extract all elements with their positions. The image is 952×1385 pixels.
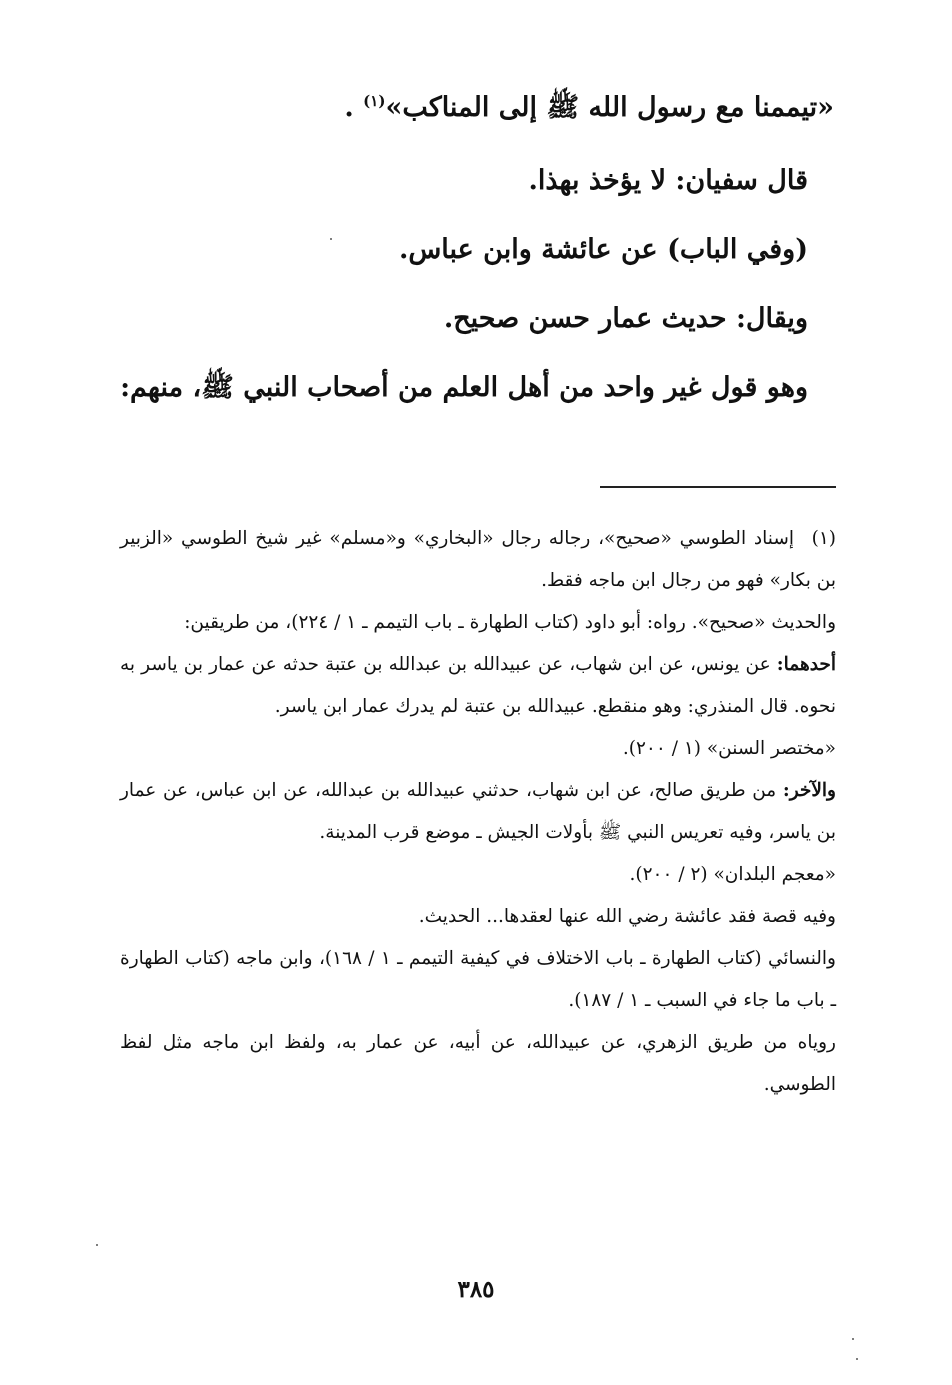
main-text-line-2: قال سفيان: لا يؤخذ بهذا. [528, 165, 808, 196]
footnote-paragraph-7: وفيه قصة فقد عائشة رضي الله عنها لعقدها... الحديث. [418, 906, 836, 927]
footnote-block [120, 518, 836, 1106]
main-text-line-1 [344, 94, 834, 121]
footnote-paragraph-1 [120, 518, 836, 602]
footnote-separator [600, 486, 836, 488]
footnote-paragraph-5-text: من طريق صالح، عن ابن شهاب، حدثني عبيدالله بن عبدالله، عن ابن عباس، عن عمار بن ياسر، وفيه تعريس النبي ﷺ بأولات الجيش ـ موضع قرب المدينة. [120, 780, 836, 843]
footnote-paragraph-5 [120, 770, 836, 854]
footnote-paragraph-9: روياه من طريق الزهري، عن عبيدالله، عن أبيه، عن عمار به، ولفظ ابن ماجه مثل لفظ الطوسي. [120, 1032, 836, 1095]
footnote-paragraph-5-lead: والآخر: [782, 780, 836, 801]
footnote-paragraph-6: «معجم البلدان» (٢ / ٢٠٠). [629, 864, 836, 885]
main-text-line-5: وهو قول غير واحد من أهل العلم من أصحاب النبي ﷺ، منهم: [120, 372, 808, 403]
scan-speck [852, 1338, 854, 1340]
footnote-paragraph-8: والنسائي (كتاب الطهارة ـ باب الاختلاف في كيفية التيمم ـ ١ / ١٦٨)، وابن ماجه (كتاب الطهارة ـ باب ما جاء في السبب ـ ١ / ١٨٧). [120, 948, 836, 1011]
footnote-reference: (١) [363, 92, 386, 110]
scan-speck [96, 1244, 98, 1246]
footnote-paragraph-4: «مختصر السنن» (١ / ٢٠٠). [622, 738, 836, 759]
main-text-line-1-end: . [344, 92, 364, 123]
scan-speck [330, 238, 332, 240]
main-text-line-4: ويقال: حديث عمار حسن صحيح. [443, 303, 808, 334]
footnote-paragraph-3-lead: أحدهما: [776, 654, 836, 675]
footnote-paragraph-3-text: عن يونس، عن ابن شهاب، عن عبيدالله بن عبدالله بن عتبة حدثه عن عمار بن ياسر به نحوه. قال المنذري: وهو منقطع. عبيدالله بن عتبة لم يدرك عمار ابن ياسر. [120, 654, 836, 717]
footnote-paragraph-3 [120, 644, 836, 728]
footnote-paragraph-2: والحديث «صحيح». رواه: أبو داود (كتاب الطهارة ـ باب التيمم ـ ١ / ٢٢٤)، من طريقين: [184, 612, 836, 633]
page-number: ٣٨٥ [457, 1276, 495, 1303]
main-text-line-1-content: «تيممنا مع رسول الله ﷺ إلى المناكب» [385, 92, 834, 123]
scan-speck [856, 1358, 858, 1360]
footnote-paragraph-1-text: إسناد الطوسي «صحيح»، رجاله رجال «البخاري» و«مسلم» غير شيخ الطوسي «الزبير بن بكار» فهو من رجال ابن ماجه فقط. [120, 528, 836, 591]
footnote-number: (١) [811, 528, 836, 549]
main-text-line-3: (وفي الباب) عن عائشة وابن عباس. [398, 234, 808, 265]
